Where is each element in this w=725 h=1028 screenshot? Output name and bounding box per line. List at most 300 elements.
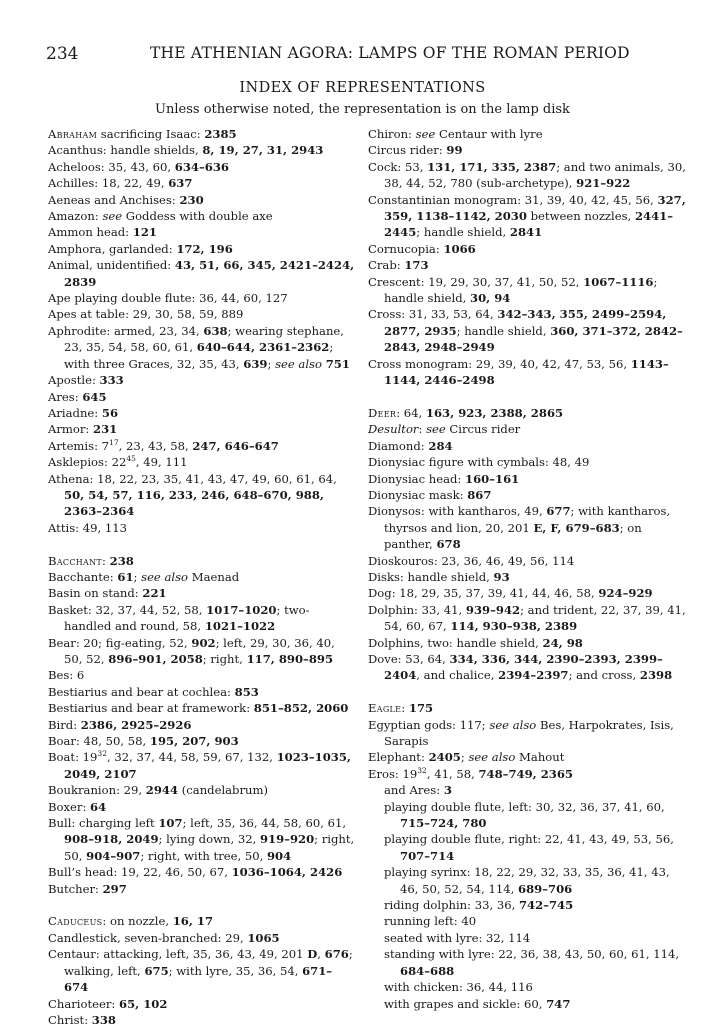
entry-text: playing double flute, right: 22, 41, 43, 49, 53, 56, [384,832,674,847]
entry-text: ; walking, left, [64,947,353,978]
index-entry [368,553,686,569]
entry-text: Chiron: [368,127,416,141]
entry-text: Goddess with double axe [122,209,273,224]
index-entry [48,389,356,405]
catalog-numbers: 924–929 [598,586,653,601]
catalog-numbers: 131, 171, 335, 2387 [427,159,557,174]
index-entry [48,421,356,437]
entry-text: Attis: 49, 113 [48,520,127,535]
catalog-numbers: 684–688 [400,963,455,978]
catalog-numbers: 360, 371–372, 2842–2843, 2948–2949 [384,323,683,355]
entry-text: : 64, [396,405,426,420]
section-gap [48,536,356,552]
letter-heading-word: Deer [368,405,397,420]
index-entry [368,356,686,389]
entry-text: Bull’s head: 19, 22, 46, 50, 67, [48,865,232,880]
entry-text: Athena: 18, 22, 23, 35, 41, 43, 47, 49, 60, 61, 64, [48,471,337,486]
index-subentry [368,799,686,832]
entry-text: ; with kantharos, thyrsos and lion, 20, 201 [384,504,671,535]
index-subentry [368,782,686,798]
index-entry [368,438,686,454]
entry-text: Apostle: [48,373,100,388]
entry-text: Cross: 31, 33, 53, 64, [368,307,498,322]
index-subentry [368,913,686,929]
entry-text: ; handle shield, [416,225,510,240]
entry-text: Centaur with lyre [435,127,543,141]
index-entry [368,241,686,257]
entry-text: Egyptian gods: 117; [368,717,490,732]
catalog-numbers: 671–674 [64,963,333,995]
index-entry [368,159,686,192]
entry-text: with chicken: 36, 44, 116 [384,980,533,995]
catalog-numbers: 2394–2397 [498,668,569,683]
catalog-numbers: 230 [179,192,204,207]
index-entry [48,569,356,585]
index-entry [48,372,356,388]
entry-text: riding dolphin: 33, 36, [384,898,519,913]
entry-text: Bear: 20; fig-eating, 52, [48,635,192,650]
catalog-numbers: 221 [142,586,167,601]
index-entry [368,274,686,307]
entry-text: ; and cross, [568,668,640,683]
entry-text: Crescent: 19, 29, 30, 37, 41, 50, 52, [368,274,584,289]
entry-text: Artemis: 7 [48,438,110,453]
entry-text: Bacchante: [48,569,118,584]
letter-heading-word: Abraham [48,127,98,141]
entry-text: 32 [417,765,427,775]
index-entry [48,700,356,716]
entry-text: Disks: handle shield, [368,569,494,584]
catalog-numbers: 715–724, 780 [400,816,487,831]
entry-text: see [102,209,123,224]
index-entry [48,454,356,470]
entry-text: Charioteer: [48,996,119,1011]
catalog-numbers: 338 [91,1012,116,1027]
entry-text: : on nozzle, [102,914,173,929]
catalog-numbers: 896–901, 2058 [108,651,203,666]
catalog-numbers: 639 [243,356,268,371]
entry-text: ; on panther, [384,520,642,552]
entry-text: see also [275,356,322,371]
catalog-numbers: 93 [493,569,510,584]
entry-text: see also [468,750,516,765]
index-subentry [368,831,686,864]
catalog-numbers: 195, 207, 903 [149,734,239,749]
entry-text: Animal, unidentified: [48,258,175,273]
entry-text: , 23, 43, 58, [118,438,193,453]
section-title: INDEX OF REPRESENTATIONS [239,80,486,96]
entry-text: Apes at table: 29, 30, 58, 59, 889 [48,307,244,322]
index-entry [48,930,356,946]
catalog-numbers: 3 [443,783,452,798]
catalog-numbers: 238 [109,553,134,568]
index-entry [48,126,356,142]
index-entry [48,471,356,520]
index-subentry [368,930,686,946]
entry-text: and Ares: [384,783,444,798]
entry-text: Dionysiac head: [368,471,466,486]
catalog-numbers: 8, 19, 27, 31, 2943 [202,143,324,158]
catalog-numbers: 707–714 [400,848,455,863]
entry-text: Bestiarius and bear at cochlea: [48,684,235,699]
entry-text: Dionysiac mask: [368,487,468,502]
index-subentry [368,946,686,979]
catalog-numbers: 638 [203,323,228,338]
catalog-numbers: 637 [168,176,193,191]
index-entry [48,306,356,322]
catalog-numbers: 2841 [509,225,543,240]
entry-text: Cornucopia: [368,241,444,256]
catalog-numbers: 30, 94 [470,291,511,306]
entry-text: Basket: 32, 37, 44, 52, 58, [48,602,207,617]
entry-text: Boat: 19 [48,750,98,765]
page-header [46,44,686,64]
index-entry [48,520,356,536]
entry-text: , and chalice, [416,668,499,683]
index-entry [368,142,686,158]
catalog-numbers: 1065 [247,930,280,945]
catalog-numbers: 327, 359, 1138–1142, 2030 [384,192,686,224]
catalog-numbers: 2441–2445 [384,209,674,240]
catalog-numbers: 634–636 [174,159,229,174]
catalog-numbers: 902 [191,635,216,650]
entry-text: Maenad [188,569,240,584]
catalog-numbers: 1023–1035, 2049, 2107 [64,750,351,781]
entry-text: Cock: 53, [368,159,428,174]
index-entry [48,208,356,224]
entry-text: Acanthus: handle shields, [48,143,203,158]
catalog-numbers: 175 [408,701,434,716]
catalog-numbers: 43, 51, 66, 345, 2421–2424, 2839 [64,258,355,289]
entry-text: Ariadne: [48,405,102,420]
entry-text: see [415,127,436,141]
catalog-numbers: 851–852, 2060 [253,701,349,716]
index-entry [48,913,356,929]
index-entry [48,799,356,815]
entry-text: ; right, with tree, 50, [140,848,267,863]
entry-text: see [426,422,446,437]
entry-text: Ares: [48,389,83,404]
catalog-numbers: 1017–1020 [206,602,277,617]
index-entry [368,454,686,470]
index-entry [48,142,356,158]
catalog-numbers: 107 [158,816,183,831]
index-entry [48,684,356,700]
entry-text: (candelabrum) [178,783,269,798]
catalog-numbers: 64 [90,799,107,814]
catalog-numbers: 56 [101,405,119,420]
index-entry [368,569,686,585]
letter-heading-word: Caduceus [48,914,103,929]
index-entry [368,405,686,421]
entry-text: Christ: [48,1012,92,1027]
index-entry [48,241,356,257]
entry-text: , 32, 37, 44, 58, 59, 67, 132, [106,750,277,765]
catalog-numbers: 742–745 [518,898,574,913]
entry-text: Dioskouros: 23, 36, 46, 49, 56, 114 [368,553,575,568]
entry-text: 17 [109,437,119,447]
section-gap [368,389,686,405]
catalog-numbers: 333 [99,373,124,388]
catalog-numbers: 2944 [145,783,179,798]
entry-text: Elephant: [368,750,429,765]
entry-text: ; handle shield, [456,323,551,338]
index-entry [48,996,356,1012]
index-entry [48,290,356,306]
index-entry [48,405,356,421]
catalog-numbers: 747 [546,996,571,1011]
entry-text: Bes: 6 [48,668,85,683]
entry-text: ; [133,569,142,584]
entry-text: , [317,947,325,962]
catalog-numbers: 676 [324,947,349,962]
index-entry [48,585,356,601]
index-entry [368,749,686,765]
index-entry [368,192,686,241]
entry-text: ; with lyre, 35, 36, 54, [168,963,303,978]
index-entry [48,635,356,668]
entry-text: , 41, 58, [426,766,479,781]
index-entry [48,159,356,175]
catalog-numbers: 65, 102 [119,996,168,1011]
index-subentry [368,864,686,897]
index-subentry [368,979,686,995]
entry-text: ; and two animals, 30, 38, 44, 52, 780 (sub-archetype), [384,159,686,191]
entry-text: Acheloos: 35, 43, 60, [48,159,175,174]
index-entry [368,471,686,487]
index-entry [48,1012,356,1028]
catalog-numbers: 163, 923, 2388, 2865 [425,405,564,420]
index-entry [48,175,356,191]
entry-text: see also [489,717,537,732]
catalog-numbers: 297 [102,881,127,896]
catalog-numbers: 921–922 [576,176,631,191]
entry-text: Circus rider [445,422,521,437]
section-gap [48,897,356,913]
index-entry [48,864,356,880]
entry-text: ; with three Graces, 32, 35, 43, [64,340,334,371]
catalog-numbers: 748–749, 2365 [478,766,573,781]
catalog-numbers: 904–907 [86,848,141,863]
index-entry [368,717,686,750]
catalog-numbers: 2398 [639,668,673,683]
entry-text: ; left, 35, 36, 44, 58, 60, 61, [182,816,347,831]
entry-text: Dove: 53, 64, [368,651,450,666]
index-entry [48,602,356,635]
catalog-numbers: 1067–1116 [583,274,654,289]
catalog-numbers: 172, 196 [176,241,233,256]
entry-text: : [102,553,110,568]
entry-text: Boar: 48, 50, 58, [48,734,150,749]
entry-text: Butcher: [48,881,103,896]
catalog-numbers: E, F, 679–683 [533,520,620,535]
entry-text: standing with lyre: 22, 36, 38, 43, 50, 60, 61, 114, [384,947,680,962]
entry-text: Dionysiac figure with cymbals: 48, 49 [368,455,590,470]
entry-text: between nozzles, [526,209,635,224]
index-entry [48,438,356,454]
entry-text: Bird: [48,717,81,732]
entry-text: ; left, 29, 30, 36, 40, 50, 52, [64,635,335,666]
index-subentry [368,897,686,913]
catalog-numbers: 853 [234,684,259,699]
entry-text: Desultor [368,422,419,437]
entry-text: Amphora, garlanded: [48,241,177,256]
catalog-numbers: 1036–1064, 2426 [231,865,343,880]
catalog-numbers: 247, 646–647 [192,438,279,453]
catalog-numbers: 689–706 [518,881,573,896]
index-entry [48,667,356,683]
entry-text: Boukranion: 29, [48,783,146,798]
entry-text: Mahout [515,750,565,765]
catalog-numbers: 24, 98 [542,635,583,650]
entry-text: playing syrinx: 18, 22, 29, 32, 33, 35, 36, 41, 43, 46, 50, 52, 54, 114, [384,865,670,896]
entry-text: Ammon head: [48,225,133,240]
entry-text: Centaur: attacking, left, 35, 36, 43, 49, 201 [48,947,308,962]
catalog-numbers: 675 [144,963,169,978]
entry-text: ; lying down, 32, [158,832,260,847]
catalog-numbers: 2386, 2925–2926 [80,717,192,732]
index-entry [368,585,686,601]
catalog-numbers: 173 [404,258,429,273]
catalog-numbers: 2405 [428,750,461,765]
catalog-numbers: 114, 930–938, 2389 [450,619,578,634]
entry-text: Diamond: [368,438,429,453]
entry-text: : [418,422,427,437]
entry-text: Constantinian monogram: 31, 39, 40, 42, 45, 56, [368,192,658,207]
entry-text: Amazon: [48,209,103,224]
catalog-numbers: 867 [467,487,492,502]
entry-text: Crab: [368,258,405,273]
index-entry [48,749,356,782]
entry-text: seated with lyre: 32, 114 [384,930,531,945]
catalog-numbers: 121 [132,225,157,240]
entry-text: 45 [126,454,136,464]
entry-text: Candlestick, seven-branched: 29, [48,930,248,945]
index-entry [48,946,356,995]
catalog-numbers: 231 [93,422,118,437]
catalog-numbers: 99 [446,143,463,158]
index-entry [368,651,686,684]
index-entry [48,733,356,749]
index-entry [368,766,686,782]
index-entry [368,306,686,355]
index-entry [48,717,356,733]
index-entry [368,126,686,142]
entry-text: Dionysos: with kantharos, 49, [368,504,547,519]
index-entry [48,257,356,290]
entry-text: : [401,701,409,716]
entry-text: Ape playing double flute: 36, 44, 60, 127 [48,291,288,306]
entry-text: Bestiarius and bear at framework: [48,701,254,716]
index-entry [368,487,686,503]
catalog-numbers: 1143–1144, 2446–2498 [384,356,669,388]
entry-text: Achilles: 18, 22, 49, [48,176,169,191]
section-note: Unless otherwise noted, the representation is on the lamp disk [155,102,570,117]
catalog-numbers: 16, 17 [172,914,214,929]
index-entry [368,257,686,273]
entry-text: Dog: 18, 29, 35, 37, 39, 41, 44, 46, 58, [368,586,599,601]
page-number: 234 [46,44,79,64]
catalog-numbers: D [307,947,318,962]
index-entry [48,881,356,897]
entry-text: with grapes and sickle: 60, [384,996,547,1011]
catalog-numbers: 1066 [443,241,476,256]
entry-text: playing double flute, left: 30, 32, 36, 37, 41, 60, [384,799,665,814]
catalog-numbers: 677 [546,504,571,519]
entry-text: ; handle shield, [384,274,658,306]
letter-heading-word: Bacchant [48,553,103,568]
index-entry [368,700,686,716]
catalog-numbers: 645 [82,389,107,404]
entry-text: Boxer: [48,799,91,814]
index-entry [48,782,356,798]
entry-text: Aeneas and Anchises: [48,192,180,207]
entry-text: Cross monogram: 29, 39, 40, 42, 47, 53, 56, [368,356,631,371]
catalog-numbers: 640–644, 2361–2362 [196,340,330,355]
catalog-numbers: 334, 336, 344, 2390–2393, 2399–2404 [384,651,663,683]
entry-text: ; two-handled and round, 58, [64,602,310,634]
section-gap [368,684,686,700]
catalog-numbers: 50, 54, 57, 116, 233, 246, 648–670, 988, 2363–2364 [64,487,324,519]
index-entry [48,323,356,372]
catalog-numbers: 1021–1022 [204,619,276,634]
index-entry [368,635,686,651]
entry-text: Bull: charging left [48,816,159,831]
catalog-numbers: 2385 [204,127,237,141]
index-column-right [368,126,686,1012]
index-subentry [368,996,686,1012]
entry-text: see also [141,569,189,584]
entry-text: Dolphins, two: handle shield, [368,635,543,650]
catalog-numbers: 678 [436,537,461,552]
index-entry [368,421,686,437]
catalog-numbers: 919–920 [259,832,315,847]
index-entry [48,192,356,208]
letter-heading-word: Eagle [368,701,402,716]
entry-text: running left: 40 [384,914,477,929]
catalog-numbers: 939–942 [465,602,521,617]
entry-text: Circus rider: [368,143,447,158]
catalog-numbers: 61 [117,569,134,584]
catalog-numbers: 342–343, 355, 2499–2594, 2877, 2935 [384,307,667,338]
entry-text: 32 [97,749,107,759]
entry-text: ; right, [202,651,247,666]
entry-text: ; [460,750,469,765]
index-entry [48,553,356,569]
catalog-numbers: 117, 890–895 [246,651,334,666]
entry-text: ; and trident, 22, 37, 39, 41, 54, 60, 67, [384,602,686,634]
index-entry [48,815,356,864]
index-column-left [48,126,356,1028]
catalog-numbers: 751 [325,356,350,371]
catalog-numbers: 908–918, 2049 [64,832,159,847]
entry-text: ; right, 50, [64,832,355,863]
running-title: THE ATHENIAN AGORA: LAMPS OF THE ROMAN PERIOD [150,44,630,62]
entry-text: ; [267,356,276,371]
entry-text: Basin on stand: [48,586,143,601]
index-entry [368,503,686,552]
index-entry [368,602,686,635]
entry-text: Aphrodite: armed, 23, 34, [48,323,204,338]
entry-text: Eros: 19 [368,766,418,781]
catalog-numbers: 904 [266,848,292,863]
index-entry [48,224,356,240]
entry-text: , 49, 111 [135,455,188,470]
entry-text: sacrificing Isaac: [97,127,205,141]
catalog-numbers: 160–161 [465,471,520,486]
catalog-numbers: 284 [428,438,453,453]
entry-text: Asklepios: 22 [48,455,127,470]
